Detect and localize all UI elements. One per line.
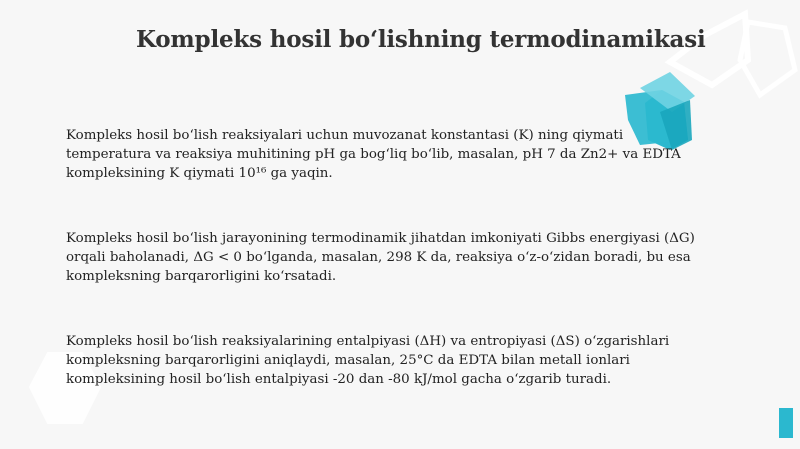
slide-title: Kompleks hosil boʻlishning termodinamikasi	[136, 26, 706, 53]
paragraph-line: Kompleks hosil boʻlish reaksiyalarining entalpiyasi (ΔH) va entropiyasi (ΔS) oʻzgarishlari	[66, 334, 670, 349]
paragraph-enthalpy-entropy	[66, 332, 766, 389]
paragraph-equilibrium-constant	[66, 126, 766, 183]
paragraph-line: orqali baholanadi, ΔG < 0 boʻlganda, masalan, 298 K da, reaksiya oʻz-oʻzidan boradi, bu esa	[66, 250, 691, 265]
paragraph-line: kompleksining K qiymati 10¹⁶ ga yaqin.	[66, 166, 333, 181]
paragraph-line: kompleksning barqarorligini aniqlaydi, masalan, 25°C da EDTA bilan metall ionlari	[66, 353, 630, 368]
paragraph-line: kompleksning barqarorligini koʻrsatadi.	[66, 269, 337, 284]
paragraph-line: temperatura va reaksiya muhitining pH ga bogʻliq boʻlib, masalan, pH 7 da Zn2+ va EDTA	[66, 147, 681, 162]
paragraph-gibbs-energy	[66, 229, 766, 286]
paragraph-line: Kompleks hosil boʻlish jarayonining termodinamik jihatdan imkoniyati Gibbs energiyasi (ΔG)	[66, 231, 695, 246]
paragraph-line: kompleksining hosil boʻlish entalpiyasi -20 dan -80 kJ/mol gacha oʻzgarib turadi.	[66, 372, 612, 387]
paragraph-line: Kompleks hosil boʻlish reaksiyalari uchun muvozanat konstantasi (K) ning qiymati	[66, 128, 624, 143]
accent-side-tab	[779, 408, 793, 438]
